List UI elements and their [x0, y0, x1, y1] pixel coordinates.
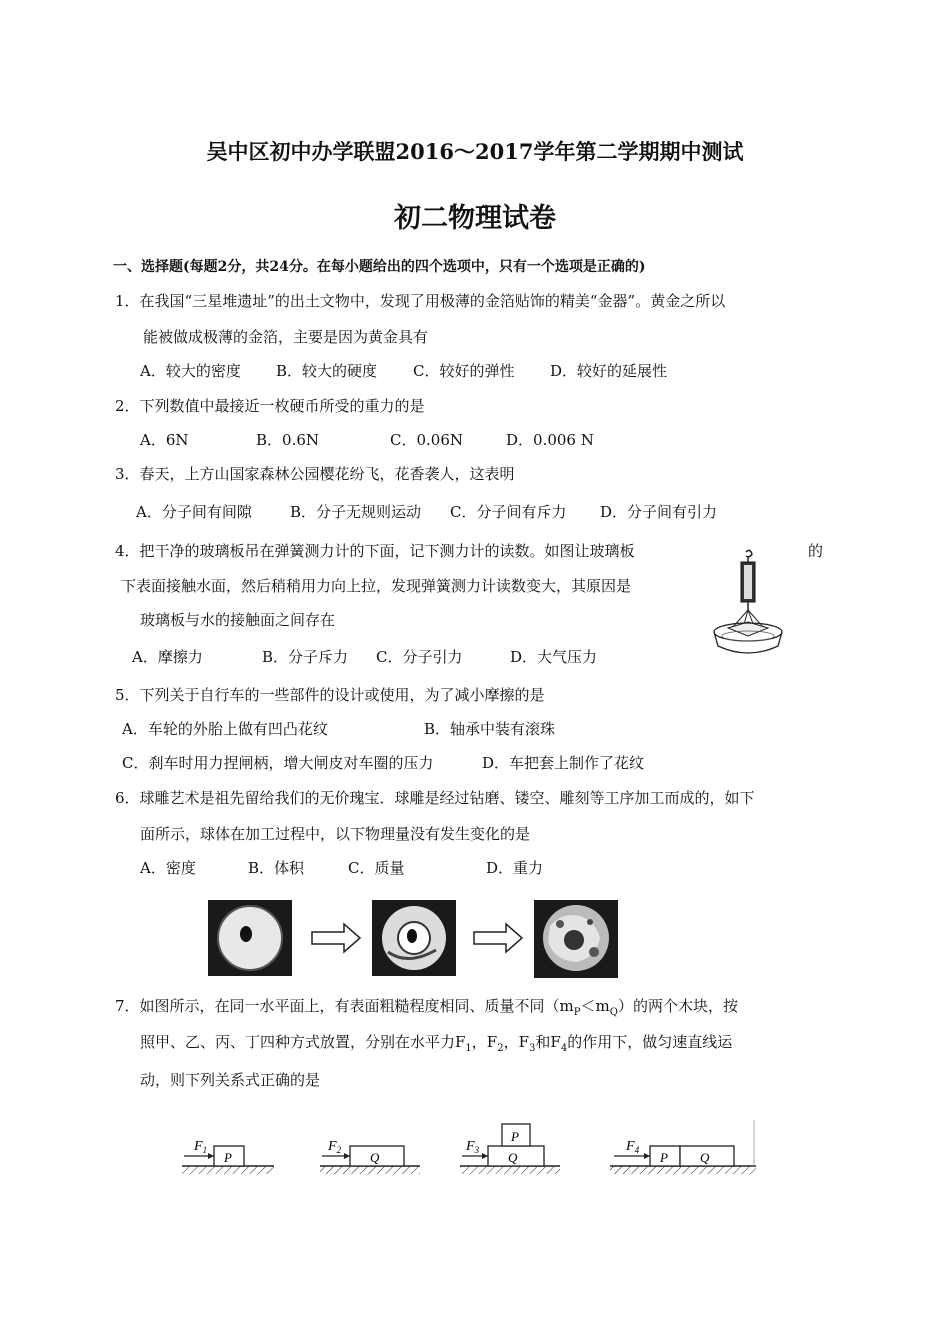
q3-option-b: B．分子无规则运动	[290, 503, 422, 521]
q4-option-d: D．大气压力	[510, 648, 598, 666]
exam-subtitle: 初二物理试卷	[394, 203, 556, 234]
q4-stem-line3: 玻璃板与水的接触面之间存在	[140, 611, 336, 629]
q4-stem-line1: 4．把干净的玻璃板吊在弹簧测力计的下面，记下测力计的读数。如图让玻璃板	[115, 542, 635, 560]
q7-stem-line2: 照甲、乙、丙、丁四种方式放置，分别在水平力$F_1$，$F_2$，$F_3$和$F_4$的作用下，做匀速直线运	[140, 1033, 733, 1054]
q3-option-a: A．分子间有间隙	[136, 503, 252, 521]
q4-option-a: A．摩擦力	[132, 648, 203, 666]
block-p-a: P	[224, 1150, 232, 1165]
block-p-c: P	[511, 1129, 519, 1144]
q2-stem: 2．下列数值中最接近一枚硬币所受的重力的是	[115, 397, 425, 415]
case-c	[460, 1124, 560, 1174]
block-q-b: Q	[370, 1150, 380, 1165]
force-f2: $F_2$	[328, 1139, 342, 1155]
q4-stem-line2: 下表面接触水面，然后稍稍用力向上拉，发现弹簧测力计读数变大，其原因是	[121, 577, 632, 595]
q3-option-d: D．分子间有引力	[600, 503, 718, 521]
q6-option-c: C．质量	[348, 859, 405, 877]
q5-option-a: A．车轮的外胎上做有凹凸花纹	[122, 720, 328, 738]
q4-option-b: B．分子斥力	[262, 648, 349, 666]
q6-stem-line2: 面所示，球体在加工过程中，以下物理量没有发生变化的是	[140, 825, 531, 843]
q1-stem-line1: 1．在我国“三星堆遗址”的出土文物中，发现了用极薄的金箔贴饰的精美“金器”。黄金之所以	[115, 292, 726, 310]
q1-option-a: A．较大的密度	[140, 362, 241, 380]
block-q-d: Q	[700, 1150, 710, 1165]
ball-stage-3	[534, 900, 618, 978]
blocks-figure	[180, 1116, 760, 1186]
q2-option-b: B．0.6N	[256, 431, 320, 449]
q4-stem-line1-end: 的	[808, 542, 824, 560]
ball-stage-2	[372, 900, 456, 976]
case-d	[610, 1120, 756, 1174]
arrow-1	[312, 924, 360, 952]
q5-option-d: D．车把套上制作了花纹	[482, 754, 645, 772]
q1-stem-line2: 能被做成极薄的金箔，主要是因为黄金具有	[143, 328, 429, 346]
q1-option-b: B．较大的硬度	[276, 362, 378, 380]
q5-option-b: B．轴承中装有滚珠	[424, 720, 556, 738]
force-f3: $F_3$	[466, 1139, 480, 1155]
block-p-d: P	[660, 1150, 668, 1165]
q7-stem-line3: 动，则下列关系式正确的是	[140, 1071, 321, 1089]
ball-carving-figure	[208, 898, 618, 980]
q6-stem-line1: 6．球雕艺术是祖先留给我们的无价瑰宝．球雕是经过钻磨、镂空、雕刻等工序加工而成的，如下	[115, 789, 755, 807]
spring-scale-figure	[712, 548, 784, 662]
section-heading: 一、选择题(每题2分，共24分。在每小题给出的四个选项中，只有一个选项是正确的)	[113, 259, 646, 275]
q2-option-d: D．0.006 N	[506, 431, 594, 449]
ball-stage-1	[208, 900, 292, 976]
q3-stem: 3．春天，上方山国家森林公园樱花纷飞，花香袭人，这表明	[115, 465, 515, 483]
q7-stem-line1: 7．如图所示，在同一水平面上，有表面粗糙程度相同、质量不同$(m_P<m_Q)$的两个木块，按	[115, 997, 738, 1018]
exam-title: 吴中区初中办学联盟2016～2017学年第二学期期中测试	[206, 139, 744, 164]
q6-option-b: B．体积	[248, 859, 305, 877]
q3-option-c: C．分子间有斥力	[450, 503, 567, 521]
force-f4: $F_4$	[626, 1139, 640, 1155]
q4-option-c: C．分子引力	[376, 648, 463, 666]
q5-option-c: C．刹车时用力捏闸柄，增大闸皮对车圈的压力	[122, 754, 434, 772]
q5-stem: 5．下列关于自行车的一些部件的设计或使用，为了减小摩擦的是	[115, 686, 545, 704]
q2-option-a: A．6N	[140, 431, 189, 449]
block-q-c: Q	[508, 1150, 518, 1165]
case-b	[320, 1139, 420, 1174]
q6-option-a: A．密度	[140, 859, 196, 877]
arrow-2	[474, 924, 522, 952]
q6-option-d: D．重力	[486, 859, 544, 877]
case-a	[182, 1139, 274, 1174]
q2-option-c: C．0.06N	[390, 431, 464, 449]
q1-option-d: D．较好的延展性	[550, 362, 668, 380]
q1-option-c: C．较好的弹性	[413, 362, 515, 380]
force-f1: $F_1$	[194, 1139, 208, 1155]
